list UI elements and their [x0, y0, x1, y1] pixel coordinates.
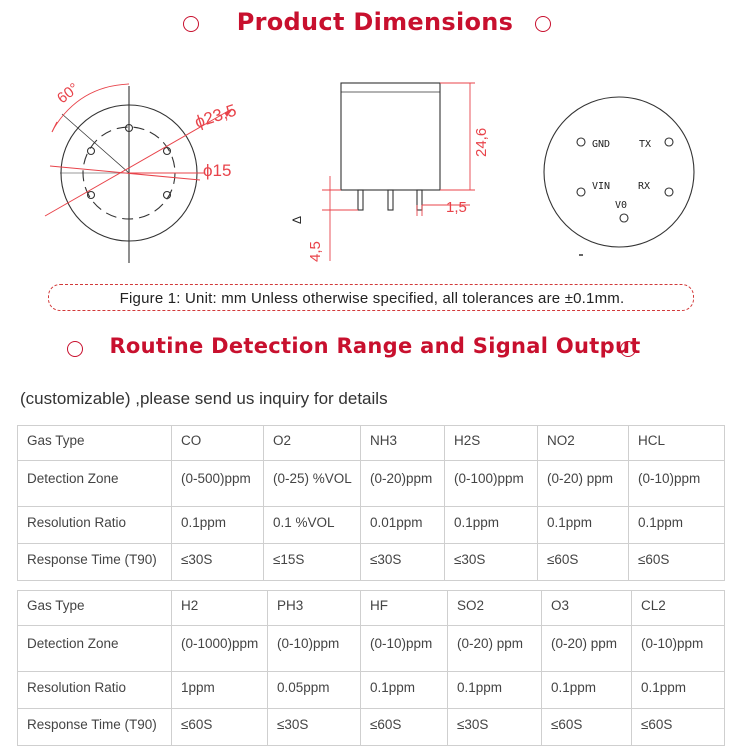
table-cell: (0-10)ppm	[268, 626, 361, 672]
table-cell: (0-20) ppm	[448, 626, 542, 672]
table-cell: ≤60S	[172, 709, 268, 746]
table-cell: 1ppm	[172, 672, 268, 709]
table-cell: ≤60S	[538, 544, 629, 581]
row-header: Resolution Ratio	[18, 507, 172, 544]
table-cell: (0-1000)ppm	[172, 626, 268, 672]
bottom-view-drawing	[544, 97, 694, 255]
figure-caption: Figure 1: Unit: mm Unless otherwise specified, all tolerances are ±0.1mm.	[119, 290, 625, 307]
table-row	[18, 461, 725, 507]
angle-label: 60°	[53, 79, 83, 108]
table-cell: 0.1ppm	[542, 672, 632, 709]
row-header: Resolution Ratio	[18, 672, 172, 709]
table-cell: CL2	[632, 591, 725, 626]
pin-length-label: 4,5	[307, 241, 324, 262]
table-cell: 0.1 %VOL	[264, 507, 361, 544]
table-row	[18, 626, 725, 672]
table-row	[18, 709, 725, 746]
customization-note: (customizable) ,please send us inquiry for details	[20, 389, 388, 408]
table-cell: (0-20)ppm	[361, 461, 445, 507]
circle-ornament-icon	[620, 341, 636, 357]
table-cell: 0.1ppm	[361, 672, 448, 709]
section-title: Routine Detection Range and Signal Output	[109, 334, 641, 358]
table-cell: (0-25) %VOL	[264, 461, 361, 507]
section-title: Product Dimensions	[236, 8, 514, 36]
table-cell: 0.05ppm	[268, 672, 361, 709]
detection-range-header	[0, 334, 750, 374]
table-cell: O3	[542, 591, 632, 626]
inner-diameter-label: ϕ15	[203, 161, 232, 180]
table-cell: NO2	[538, 426, 629, 461]
row-header: Response Time (T90)	[18, 544, 172, 581]
table-cell: HF	[361, 591, 448, 626]
table-row	[18, 591, 725, 626]
outer-diameter-label: ϕ23,5	[192, 100, 239, 132]
table-cell: H2S	[445, 426, 538, 461]
table-cell: ≤30S	[172, 544, 264, 581]
table-cell: (0-20) ppm	[538, 461, 629, 507]
table-cell: ≤15S	[264, 544, 361, 581]
table-cell: H2	[172, 591, 268, 626]
table-cell: (0-10)ppm	[629, 461, 725, 507]
table-cell: (0-500)ppm	[172, 461, 264, 507]
table-cell: ≤30S	[448, 709, 542, 746]
table-cell: NH3	[361, 426, 445, 461]
table-cell: 0.1ppm	[172, 507, 264, 544]
pin-spacing-label: 1,5	[446, 199, 467, 216]
table-cell: HCL	[629, 426, 725, 461]
side-view-drawing	[341, 83, 440, 210]
table-cell: CO	[172, 426, 264, 461]
table-row	[18, 672, 725, 709]
table-cell: ≤60S	[629, 544, 725, 581]
table-cell: (0-10)ppm	[361, 626, 448, 672]
pin-tx-label: TX	[639, 139, 652, 150]
circle-ornament-icon	[535, 16, 551, 32]
figure-caption-box	[48, 284, 694, 311]
row-header: Gas Type	[18, 426, 172, 461]
table-cell: SO2	[448, 591, 542, 626]
row-header: Detection Zone	[18, 626, 172, 672]
height-label: 24,6	[473, 127, 490, 157]
product-dimensions-header	[0, 8, 750, 48]
table-cell: ≤60S	[542, 709, 632, 746]
table-cell: 0.1ppm	[448, 672, 542, 709]
table-cell: 0.1ppm	[538, 507, 629, 544]
pin-rx-label: RX	[638, 181, 651, 192]
table-cell: (0-10)ppm	[632, 626, 725, 672]
bottom-marker: Δ	[290, 215, 304, 224]
table-cell: 0.01ppm	[361, 507, 445, 544]
table-cell: 0.1ppm	[632, 672, 725, 709]
table-cell: ≤60S	[361, 709, 448, 746]
spec-table-1	[17, 425, 725, 581]
pin-gnd-label: GND	[592, 139, 611, 150]
dimension-drawings	[0, 58, 750, 268]
table-cell: 0.1ppm	[445, 507, 538, 544]
table-cell: ≤60S	[632, 709, 725, 746]
row-header: Detection Zone	[18, 461, 172, 507]
table-cell: (0-20) ppm	[542, 626, 632, 672]
pin-vin-label: VIN	[592, 181, 611, 192]
table-cell: ≤30S	[445, 544, 538, 581]
side-view-dimensions	[322, 83, 475, 261]
spec-table-2	[17, 590, 725, 746]
table-row	[18, 507, 725, 544]
pin-v0-label: V0	[615, 200, 628, 211]
table-cell: 0.1ppm	[629, 507, 725, 544]
table-cell: O2	[264, 426, 361, 461]
table-cell: ≤30S	[361, 544, 445, 581]
row-header: Response Time (T90)	[18, 709, 172, 746]
table-cell: ≤30S	[268, 709, 361, 746]
table-cell: (0-100)ppm	[445, 461, 538, 507]
table-row	[18, 426, 725, 461]
table-row	[18, 544, 725, 581]
table-cell: PH3	[268, 591, 361, 626]
row-header: Gas Type	[18, 591, 172, 626]
